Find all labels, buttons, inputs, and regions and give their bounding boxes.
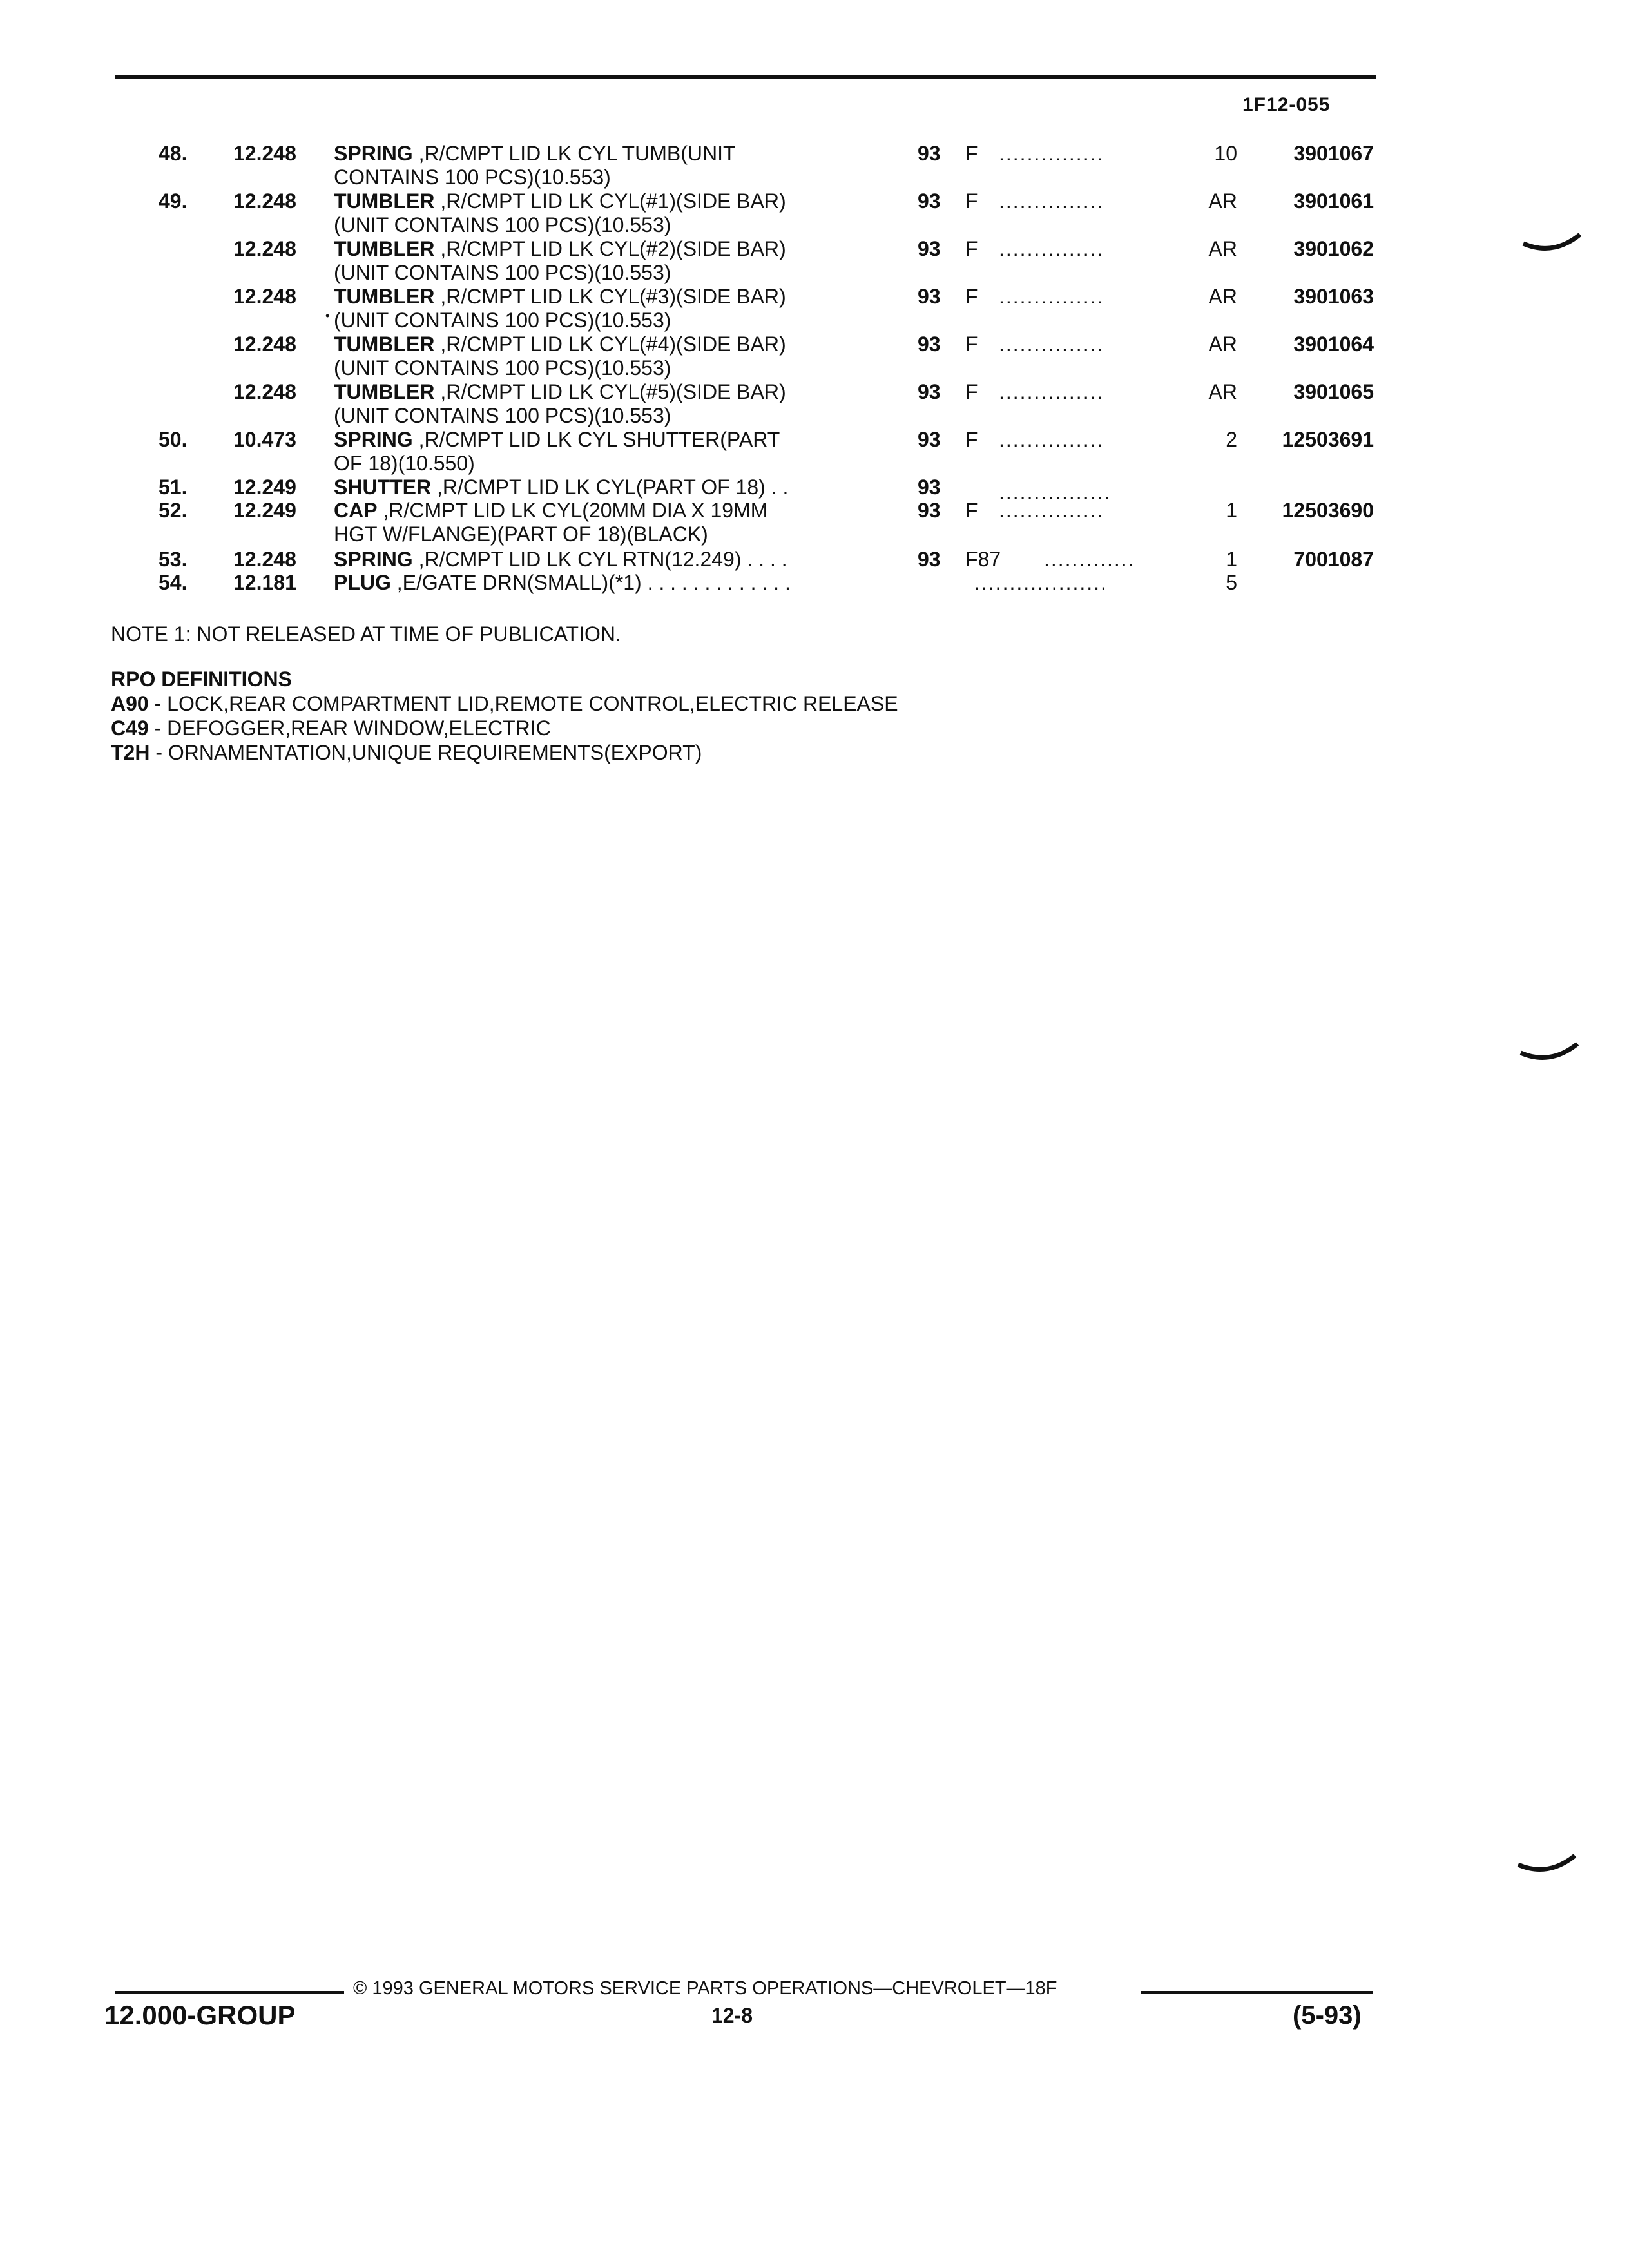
- part-description: [334, 237, 786, 285]
- part-name: CAP: [334, 499, 378, 522]
- rpo-definition: [111, 741, 702, 765]
- usage-code: F: [965, 499, 978, 522]
- part-description: [334, 189, 786, 237]
- leader-dots: ...............: [999, 428, 1104, 451]
- item-number: 53.: [159, 548, 188, 571]
- item-number: 52.: [159, 499, 188, 522]
- part-name: TUMBLER: [334, 189, 435, 213]
- rpo-definition: [111, 716, 551, 740]
- part-description: [334, 571, 791, 595]
- reference-number: 12.248: [233, 548, 296, 571]
- leader-dots: ...............: [999, 237, 1104, 260]
- item-number: 51.: [159, 476, 188, 499]
- usage-code: F: [965, 285, 978, 308]
- date-code: (5-93): [1293, 2001, 1362, 2030]
- quantity: 5: [1226, 571, 1237, 594]
- part-number: 3901064: [1293, 332, 1374, 356]
- model-year: 93: [918, 332, 941, 356]
- top-rule: [115, 75, 1376, 79]
- model-year: 93: [918, 476, 941, 499]
- part-number: 3901063: [1293, 285, 1374, 308]
- usage-code: F87: [965, 548, 1001, 571]
- usage-code: F: [965, 189, 978, 213]
- footer-rule-left: [115, 1991, 344, 1994]
- leader-dots: ...............: [999, 380, 1104, 403]
- quantity: 10: [1214, 142, 1237, 165]
- description-text: ,R/CMPT LID LK CYL(#3)(SIDE BAR): [434, 285, 786, 308]
- description-text: ,E/GATE DRN(SMALL)(*1) . . . . . . . . . . . . .: [390, 571, 791, 594]
- reference-number: 12.249: [233, 476, 296, 499]
- part-number: 3901062: [1293, 237, 1374, 260]
- quantity: AR: [1208, 285, 1237, 308]
- model-year: 93: [918, 380, 941, 403]
- part-name: SPRING: [334, 428, 413, 451]
- bullet-mark: •: [325, 309, 330, 322]
- rpo-code: C49: [111, 716, 149, 740]
- model-year: 93: [918, 428, 941, 451]
- rpo-code: A90: [111, 692, 149, 715]
- usage-code: F: [965, 237, 978, 260]
- model-year: 93: [918, 548, 941, 571]
- model-year: 93: [918, 237, 941, 260]
- description-text: ,R/CMPT LID LK CYL SHUTTER(PART: [412, 428, 780, 451]
- rpo-text: - LOCK,REAR COMPARTMENT LID,REMOTE CONTROL,ELECTRIC RELEASE: [148, 692, 898, 715]
- description-text: ,R/CMPT LID LK CYL(PART OF 18) . .: [431, 476, 789, 499]
- part-description: [334, 548, 787, 572]
- binder-mark: [1516, 1852, 1580, 1878]
- part-number: 12503690: [1282, 499, 1374, 522]
- description-text: ,R/CMPT LID LK CYL(#5)(SIDE BAR): [434, 380, 786, 403]
- description-continuation: CONTAINS 100 PCS)(10.553): [334, 166, 611, 189]
- group-label: 12.000-GROUP: [104, 2000, 296, 2030]
- part-name: TUMBLER: [334, 332, 435, 356]
- model-year: 93: [918, 189, 941, 213]
- quantity: 1: [1226, 548, 1237, 571]
- quantity: 2: [1226, 428, 1237, 451]
- quantity: AR: [1208, 332, 1237, 356]
- part-description: [334, 428, 780, 476]
- description-text: ,R/CMPT LID LK CYL(20MM DIA X 19MM: [377, 499, 768, 522]
- item-number: 49.: [159, 189, 188, 213]
- description-continuation: (UNIT CONTAINS 100 PCS)(10.553): [334, 309, 671, 332]
- part-name: TUMBLER: [334, 285, 435, 308]
- leader-dots: ...............: [999, 285, 1104, 308]
- description-text: ,R/CMPT LID LK CYL TUMB(UNIT: [412, 142, 736, 165]
- part-number: 3901061: [1293, 189, 1374, 213]
- description-text: ,R/CMPT LID LK CYL(#4)(SIDE BAR): [434, 332, 786, 356]
- part-number: 3901067: [1293, 142, 1374, 165]
- leader-dots: ................: [999, 481, 1112, 504]
- part-name: TUMBLER: [334, 380, 435, 403]
- part-description: [334, 476, 788, 499]
- leader-dots: ...................: [974, 571, 1108, 594]
- leader-dots: ...............: [999, 142, 1104, 165]
- leader-dots: ...............: [999, 499, 1104, 522]
- description-continuation: (UNIT CONTAINS 100 PCS)(10.553): [334, 261, 671, 284]
- footer-rule-right: [1141, 1991, 1373, 1994]
- description-text: ,R/CMPT LID LK CYL(#2)(SIDE BAR): [434, 237, 786, 260]
- reference-number: 12.248: [233, 142, 296, 165]
- part-description: [334, 499, 767, 546]
- description-continuation: (UNIT CONTAINS 100 PCS)(10.553): [334, 404, 671, 427]
- part-name: SPRING: [334, 548, 413, 571]
- item-number: 54.: [159, 571, 188, 594]
- part-number: 7001087: [1293, 548, 1374, 571]
- reference-number: 12.248: [233, 332, 296, 356]
- reference-number: 10.473: [233, 428, 296, 451]
- part-description: [334, 142, 736, 189]
- leader-dots: ...............: [999, 332, 1104, 356]
- description-continuation: (UNIT CONTAINS 100 PCS)(10.553): [334, 356, 671, 380]
- item-number: 50.: [159, 428, 188, 451]
- usage-code: F: [965, 380, 978, 403]
- reference-number: 12.181: [233, 571, 296, 594]
- part-name: SPRING: [334, 142, 413, 165]
- part-description: [334, 285, 786, 332]
- quantity: 1: [1226, 499, 1237, 522]
- reference-number: 12.248: [233, 285, 296, 308]
- quantity: AR: [1208, 189, 1237, 213]
- page-number: 12-8: [711, 2004, 753, 2027]
- leader-dots: .............: [1044, 548, 1135, 571]
- rpo-code: T2H: [111, 741, 150, 764]
- leader-dots: ...............: [999, 189, 1104, 213]
- copyright-line: © 1993 GENERAL MOTORS SERVICE PARTS OPERATIONS—CHEVROLET—18F: [353, 1978, 1057, 1999]
- binder-mark: [1518, 1040, 1583, 1066]
- model-year: 93: [918, 499, 941, 522]
- rpo-text: - DEFOGGER,REAR WINDOW,ELECTRIC: [148, 716, 551, 740]
- description-text: ,R/CMPT LID LK CYL(#1)(SIDE BAR): [434, 189, 786, 213]
- rpo-text: - ORNAMENTATION,UNIQUE REQUIREMENTS(EXPORT): [149, 741, 702, 764]
- part-name: TUMBLER: [334, 237, 435, 260]
- binder-mark: [1521, 231, 1585, 256]
- publication-note: NOTE 1: NOT RELEASED AT TIME OF PUBLICATION.: [111, 622, 621, 646]
- usage-code: F: [965, 142, 978, 165]
- usage-code: F: [965, 428, 978, 451]
- part-number: 12503691: [1282, 428, 1374, 451]
- usage-code: F: [965, 332, 978, 356]
- description-text: ,R/CMPT LID LK CYL RTN(12.249) . . . .: [412, 548, 787, 571]
- model-year: 93: [918, 285, 941, 308]
- description-continuation: OF 18)(10.550): [334, 452, 475, 475]
- part-name: SHUTTER: [334, 476, 432, 499]
- part-name: PLUG: [334, 571, 391, 594]
- part-description: [334, 380, 786, 428]
- quantity: AR: [1208, 380, 1237, 403]
- part-description: [334, 332, 786, 380]
- part-number: 3901065: [1293, 380, 1374, 403]
- reference-number: 12.248: [233, 380, 296, 403]
- item-number: 48.: [159, 142, 188, 165]
- reference-number: 12.249: [233, 499, 296, 522]
- description-continuation: HGT W/FLANGE)(PART OF 18)(BLACK): [334, 523, 708, 546]
- reference-number: 12.248: [233, 189, 296, 213]
- model-year: 93: [918, 142, 941, 165]
- page-id: 1F12-055: [1242, 94, 1331, 115]
- rpo-definition: [111, 692, 898, 716]
- reference-number: 12.248: [233, 237, 296, 260]
- description-continuation: (UNIT CONTAINS 100 PCS)(10.553): [334, 213, 671, 236]
- quantity: AR: [1208, 237, 1237, 260]
- rpo-heading: RPO DEFINITIONS: [111, 668, 292, 691]
